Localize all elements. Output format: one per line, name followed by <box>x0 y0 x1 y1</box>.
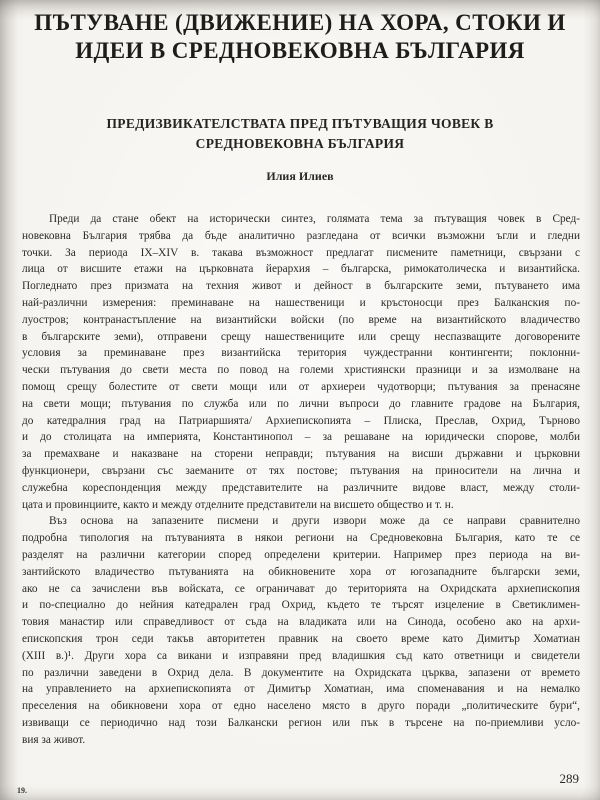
text-line: точки. За периода IX–XIV в. такава възможност предлагат писмените паметници, свързани с <box>22 246 580 259</box>
text-line: вия за живот. <box>22 733 86 746</box>
sheet-signature-mark: 19. <box>17 786 27 795</box>
text-line: функционери, свързани със заеманите от тях постове; пътувания на приносители на лична и <box>22 464 580 477</box>
page-number: 289 <box>559 771 579 786</box>
article-heading-line-2: СРЕДНОВЕКОВНА БЪЛГАРИЯ <box>195 136 405 151</box>
paragraph <box>22 211 580 513</box>
book-title <box>0 0 600 65</box>
text-line: извиващи се периодично над този Балкански регион или пък в търсене на по-приемливи усло- <box>22 716 580 729</box>
text-line: лица от висшите етажи на църковната йерархия – българска, римокатолическа и византийска. <box>22 263 580 276</box>
book-title-line-2: ИДЕИ В СРЕДНОВЕКОВНА БЪЛГАРИЯ <box>75 38 525 63</box>
text-line: за премахване и наказване на сторени неправди; пътувания на висши държавни и църковни <box>22 448 580 461</box>
text-line: помощ срещу болестите от свети мощи или от архиереи чудотворци; пътувания за пренасяне <box>22 380 580 393</box>
article-heading <box>0 114 600 154</box>
text-line: епископския трон седи такъв авторитетен правник на своето време като Димитър Хоматиан <box>22 632 580 645</box>
text-line: и по-специално до нейния катедрален град Охрид, където те търсят изцеление в Светиклимен- <box>22 599 580 612</box>
text-line: подробна типология на пътуванията в някои региони на Средновековна България, като те се <box>22 532 580 545</box>
article-heading-line-1: ПРЕДИЗВИКАТЕЛСТВАТА ПРЕД ПЪТУВАЩИЯ ЧОВЕК В <box>106 116 494 131</box>
text-line: в българските земи), отправени срещу нашествениците или срещу неспазващите договорените <box>22 330 580 343</box>
text-line: на свети мощи; пътувания по служба или по лични въпроси до главните градове на България, <box>22 397 580 410</box>
text-line: Погледнато през призмата на техния живот и дейност в българските земи, пътуването има <box>22 280 580 293</box>
author-name: Илия Илиев <box>266 169 334 183</box>
text-line: новековна България трябва да бъде аналитично разгледана от всички възможни ъгли и гледни <box>22 229 580 242</box>
book-title-line-1: ПЪТУВАНЕ (ДВИЖЕНИЕ) НА ХОРА, СТОКИ И <box>34 10 566 35</box>
text-line: до катедралния град на Патриаршията/ Архиепископията – Плиска, Преслав, Охрид, Търново <box>22 414 580 427</box>
text-line: луостров; контранастъпление на византийски войски (по време на византийското владичество <box>22 313 580 326</box>
text-line: цата и провинциите, както и между отделните представители на висшето общество и т. н. <box>22 498 454 511</box>
text-line: Преди да стане обект на исторически синтез, голямата тема за пътуващия човек в Сред- <box>49 213 580 225</box>
text-line: условия за преминаване през византийска територия чуждестранни контингенти; поклонни- <box>22 347 580 360</box>
text-line: Въз основа на запазените писмени и други извори може да се направи сравнително <box>49 515 580 528</box>
text-line: служебна кореспонденция между представителите на различните видове власт, между столи- <box>22 481 580 494</box>
text-line: разделят на различни категории според определени критерии. Например през периода на ви- <box>22 548 580 561</box>
text-line: товия манастир или справедливост от съда на владиката или на Синода, особено ако на архи- <box>22 616 580 629</box>
text-line: чески пътувания до свети места по повод на големи християнски празници и за измолване на <box>22 364 580 377</box>
article-header <box>0 114 600 184</box>
text-line: по различни заведени в Охрид дела. В документите на Охридската църква, запазени от времето <box>22 666 580 679</box>
text-line: преселения на обикновени хора от едно населено място в друго поради „политическите бури“, <box>22 700 580 713</box>
paragraph <box>22 513 580 748</box>
text-line: ако не са зачислени във войската, се ограничават до територията на Охридската архиепископия <box>22 582 580 595</box>
text-line: и до столицата на империята, Константинопол – за решаване на юридически спорове, молби <box>22 431 580 444</box>
text-line: зантийското владичество пътуванията на обикновените хора от югозападните български земи, <box>22 565 580 578</box>
article-body <box>22 211 580 749</box>
text-line: (XIII в.)¹. Други хора са викани и изправяни пред владишкия съд като ответници и свидетели <box>22 649 580 662</box>
text-line: най-различни измерения: преминаване на нашественици и кръстоносци през Балканския по- <box>22 296 580 309</box>
text-line: на управлението на архиепископията от Димитър Хоматиан, има споменавания и на немалко <box>22 683 580 696</box>
